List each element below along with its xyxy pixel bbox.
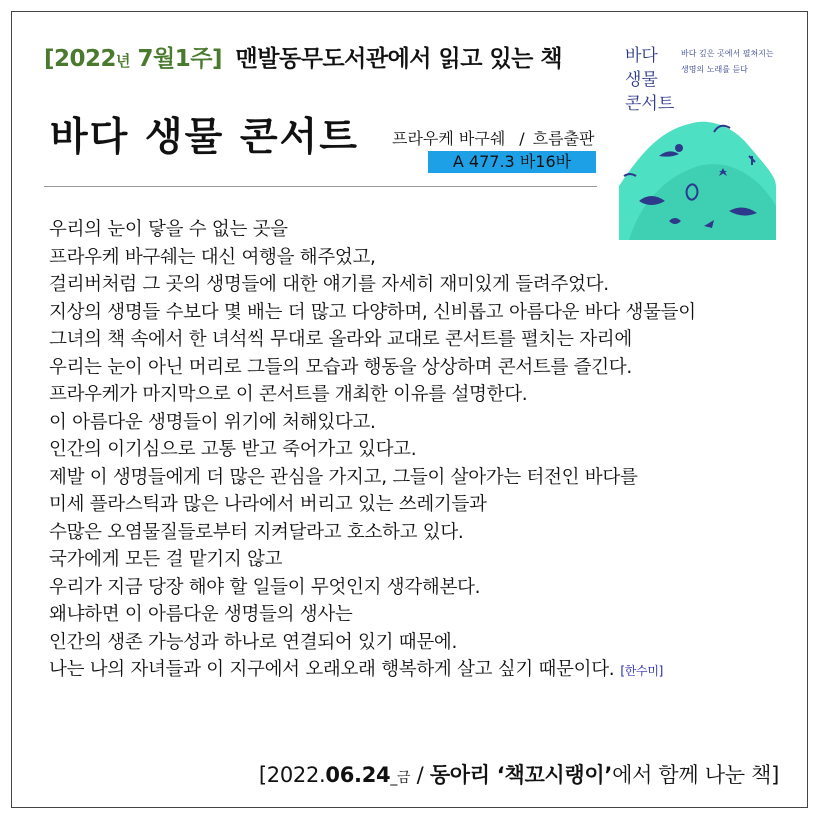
author-publisher xyxy=(392,126,595,149)
footer-club: 동아리 ‘책꼬시랭이’ xyxy=(429,763,613,787)
footer-credit: [2022.06.24_금 / 동아리 ‘책꼬시랭이’에서 함께 나눈 책] xyxy=(258,763,779,787)
body-line: 왜냐하면 이 아름다운 생명들의 생사는 xyxy=(49,604,353,625)
body-line: 국가에게 모든 걸 맡기지 않고 xyxy=(49,549,283,570)
body-line: 그녀의 책 속에서 한 녀석씩 무대로 올라와 교대로 콘서트를 펼치는 자리에 xyxy=(49,329,632,350)
body-line: 걸리버처럼 그 곳의 생명들에 대한 얘기를 자세히 재미있게 들려주었다. xyxy=(49,274,609,295)
footer-day: _금 xyxy=(390,770,411,786)
cover-subtitle: 바다 깊은 곳에서 펼쳐지는 생명의 노래를 듣다 xyxy=(681,49,774,74)
body-line: 수많은 오염물질들로부터 지켜달라고 호소하고 있다. xyxy=(49,521,464,543)
headline-text: 맨발동무도서관에서 읽고 있는 책 xyxy=(235,46,563,72)
body-line: 인간의 생존 가능성과 하나로 연결되어 있기 때문에. xyxy=(49,631,458,653)
book-title: 바다 생물 콘서트 xyxy=(50,115,359,160)
footer-date: 06.24 xyxy=(325,763,391,787)
body-line: 프라우케 바구쉐는 대신 여행을 해주었고, xyxy=(49,246,376,268)
author-name: 프라우케 바구쉐 xyxy=(392,129,506,148)
book-cover-image xyxy=(619,36,776,240)
body-line-last: 나는 나의 자녀들과 이 지구에서 오래오래 행복하게 살고 싶기 때문이다. [한수미] xyxy=(49,659,664,680)
week-label: [2022년 7월1주] xyxy=(44,46,223,72)
reviewer-signature: [한수미] xyxy=(620,664,664,678)
cover-title: 바다 생물 콘서트 xyxy=(625,46,675,114)
body-line: 프라우케가 마지막으로 이 콘서트를 개최한 이유를 설명한다. xyxy=(49,384,528,405)
headline xyxy=(44,40,562,73)
body-line: 지상의 생명들 수보다 몇 배는 더 많고 다양하며, 신비롭고 아름다운 바다 생물들이 xyxy=(49,301,696,323)
body-line: 우리가 지금 당장 해야 할 일들이 무엇인지 생각해본다. xyxy=(49,576,481,598)
body-line: 미세 플라스틱과 많은 나라에서 버리고 있는 쓰레기들과 xyxy=(49,494,487,515)
body-line: 우리는 눈이 아닌 머리로 그들의 모습과 행동을 상상하며 콘서트를 즐긴다. xyxy=(49,356,632,378)
publisher-name: 흐름출판 xyxy=(532,129,595,148)
body-line: 제발 이 생명들에게 더 많은 관심을 가지고, 그들이 살아가는 터전인 바다를 xyxy=(49,466,638,488)
call-number-badge: A 477.3 바16바 xyxy=(428,151,596,173)
body-line: 우리의 눈이 닿을 수 없는 곳을 xyxy=(49,219,288,240)
body-line: 이 아름다운 생명들이 위기에 처해있다고. xyxy=(49,411,376,433)
body-line: 인간의 이기심으로 고통 받고 죽어가고 있다고. xyxy=(49,439,417,460)
separator: / xyxy=(519,129,525,148)
divider xyxy=(44,186,597,187)
review-body xyxy=(49,216,789,686)
